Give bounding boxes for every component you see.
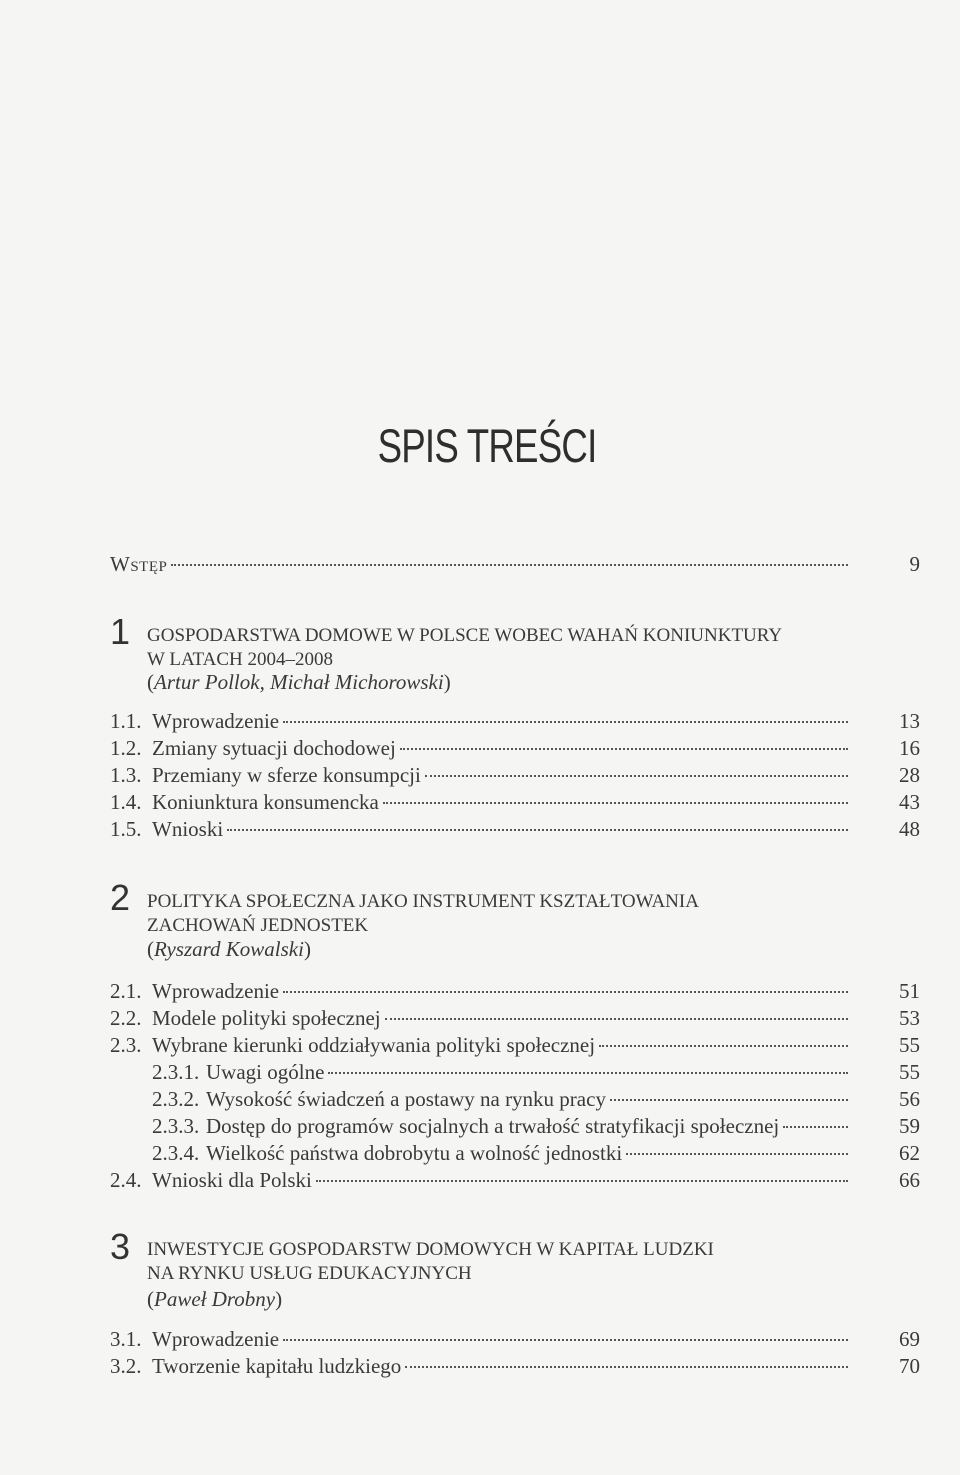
toc-row[interactable]	[0, 760, 960, 790]
chapter-authors-text: Artur Pollok, Michał Michorowski	[154, 670, 444, 694]
entry-label: Modele polityki społecznej	[152, 1006, 381, 1030]
toc-row[interactable]	[0, 1057, 960, 1087]
dot-leader	[610, 1099, 848, 1101]
toc-row[interactable]	[0, 1351, 960, 1381]
section-number: 2.3.2.	[152, 1087, 200, 1111]
section-number: 2.3.4.	[152, 1141, 200, 1165]
page-number: 66	[899, 1168, 920, 1192]
page-number: 9	[909, 552, 920, 576]
toc-row[interactable]	[0, 787, 960, 817]
page-number: 55	[899, 1033, 920, 1057]
chapter-authors-text: Paweł Drobny	[154, 1287, 276, 1311]
entry-label: Wysokość świadczeń a postawy na rynku pracy	[206, 1087, 606, 1111]
section-number: 2.1.	[110, 979, 142, 1003]
entry-label: Wstęp	[110, 552, 168, 576]
dot-leader	[405, 1366, 848, 1368]
toc-row[interactable]	[0, 814, 960, 844]
chapter-title-line2: ZACHOWAŃ JEDNOSTEK	[147, 915, 369, 936]
chapter-title[interactable]	[147, 890, 699, 938]
chapter-title[interactable]	[147, 1238, 714, 1286]
dot-leader	[283, 1339, 848, 1341]
page-number: 16	[899, 736, 920, 760]
section-number: 2.4.	[110, 1168, 142, 1192]
toc-row-intro[interactable]	[0, 549, 960, 579]
chapter-title-line1: INWESTYCJE GOSPODARSTW DOMOWYCH W KAPITAŁ LUDZKI	[147, 1239, 714, 1260]
entry-label: Dostęp do programów socjalnych a trwałość stratyfikacji społecznej	[206, 1114, 780, 1138]
entry-label: Przemiany w sferze konsumpcji	[152, 763, 421, 787]
toc-row[interactable]	[0, 1084, 960, 1114]
entry-label: Koniunktura konsumencka	[152, 790, 379, 814]
chapter-authors: (Artur Pollok, Michał Michorowski)	[147, 670, 451, 694]
dot-leader	[599, 1045, 848, 1047]
chapter-title-line1: POLITYKA SPOŁECZNA JAKO INSTRUMENT KSZTAŁTOWANIA	[147, 891, 699, 912]
toc-row[interactable]	[0, 976, 960, 1006]
section-number: 1.1.	[110, 709, 142, 733]
page-number: 48	[899, 817, 920, 841]
entry-label: Tworzenie kapitału ludzkiego	[152, 1354, 402, 1378]
page-number: 56	[899, 1087, 920, 1111]
dot-leader	[283, 721, 848, 723]
page-number: 53	[899, 1006, 920, 1030]
section-number: 1.4.	[110, 790, 142, 814]
dot-leader	[383, 802, 848, 804]
toc-row[interactable]	[0, 1138, 960, 1168]
dot-leader	[227, 829, 848, 831]
toc-row[interactable]	[0, 1324, 960, 1354]
entry-label: Zmiany sytuacji dochodowej	[152, 736, 396, 760]
page-number: 43	[899, 790, 920, 814]
chapter-authors: (Paweł Drobny)	[147, 1287, 283, 1311]
entry-label: Wnioski dla Polski	[152, 1168, 312, 1192]
page-number: 51	[899, 979, 920, 1003]
section-number: 2.2.	[110, 1006, 142, 1030]
section-number: 1.5.	[110, 817, 142, 841]
chapter-title-line2: NA RYNKU USŁUG EDUKACYJNYCH	[147, 1263, 472, 1284]
page-number: 62	[899, 1141, 920, 1165]
toc-row[interactable]	[0, 706, 960, 736]
section-number: 1.2.	[110, 736, 142, 760]
entry-label: Uwagi ogólne	[206, 1060, 325, 1084]
chapter-number: 3	[110, 1226, 131, 1267]
page-number: 13	[899, 709, 920, 733]
section-number: 3.2.	[110, 1354, 142, 1378]
entry-label: Wprowadzenie	[152, 1327, 280, 1351]
dot-leader	[171, 564, 848, 566]
page-number: 55	[899, 1060, 920, 1084]
section-number: 2.3.3.	[152, 1114, 200, 1138]
dot-leader	[316, 1180, 848, 1182]
chapter-number: 1	[110, 611, 131, 652]
toc-row[interactable]	[0, 733, 960, 763]
section-number: 2.3.1.	[152, 1060, 200, 1084]
toc-row[interactable]	[0, 1003, 960, 1033]
page-number: 28	[899, 763, 920, 787]
dot-leader	[783, 1126, 848, 1128]
dot-leader	[328, 1072, 848, 1074]
page-number: 59	[899, 1114, 920, 1138]
chapter-authors: (Ryszard Kowalski)	[147, 937, 311, 961]
chapter-number: 2	[110, 877, 131, 918]
chapter-title-line2: W LATACH 2004–2008	[147, 649, 334, 670]
entry-label: Wielkość państwa dobrobytu a wolność jednostki	[206, 1141, 623, 1165]
section-number: 1.3.	[110, 763, 142, 787]
page-number: 69	[899, 1327, 920, 1351]
toc-row[interactable]	[0, 1030, 960, 1060]
entry-label: Wprowadzenie	[152, 979, 280, 1003]
chapter-title-line1: GOSPODARSTWA DOMOWE W POLSCE WOBEC WAHAŃ KONIUNKTURY	[147, 625, 783, 646]
dot-leader	[425, 775, 848, 777]
page-number: 70	[899, 1354, 920, 1378]
dot-leader	[385, 1018, 848, 1020]
section-number: 3.1.	[110, 1327, 142, 1351]
page-title: SPIS TREŚCI	[377, 419, 597, 472]
dot-leader	[626, 1153, 848, 1155]
dot-leader	[283, 991, 848, 993]
toc-row[interactable]	[0, 1111, 960, 1141]
chapter-authors-text: Ryszard Kowalski	[154, 937, 304, 961]
chapter-title[interactable]	[147, 624, 782, 672]
entry-label: Wprowadzenie	[152, 709, 280, 733]
entry-label: Wybrane kierunki oddziaływania polityki społecznej	[152, 1033, 596, 1057]
section-number: 2.3.	[110, 1033, 142, 1057]
entry-label: Wnioski	[152, 817, 224, 841]
dot-leader	[400, 748, 848, 750]
toc-row[interactable]	[0, 1165, 960, 1195]
